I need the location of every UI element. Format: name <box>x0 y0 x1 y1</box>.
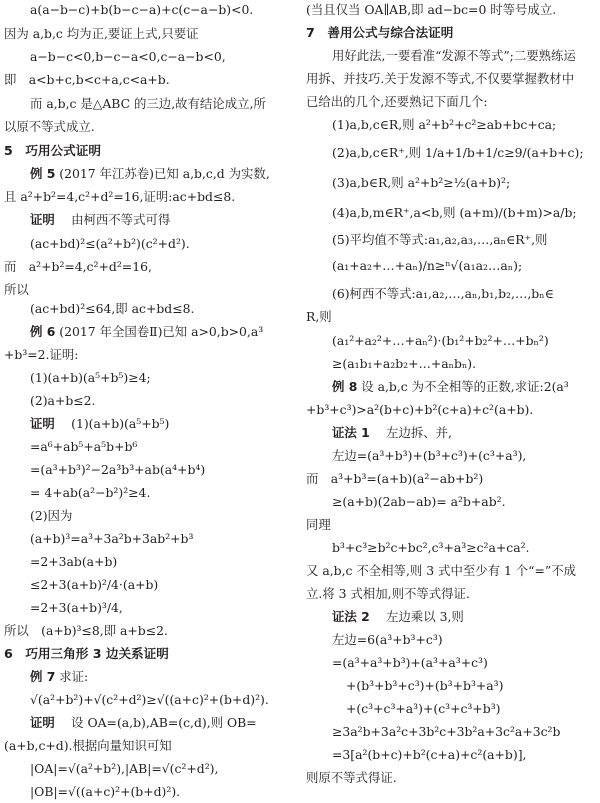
formula-item: (5)平均值不等式:a₁,a₂,a₃,…,aₙ∈R⁺,则 <box>332 232 548 247</box>
proof <box>30 715 257 731</box>
text-line: 又 a,b,c 不全相等,则 3 式中至少有 1 个“=”不成 <box>306 563 576 578</box>
math-line: (1)(a+b)(a⁵+b⁵)≥4; <box>30 370 151 385</box>
math-line: 左边=(a³+b³)+(b³+c³)+(c³+a³), <box>332 448 527 463</box>
proof <box>30 212 170 228</box>
text-line: 以原不等式成立. <box>4 119 95 134</box>
math-line: (2)a+b≤2. <box>30 393 96 408</box>
math-line: =(a³+a³+b³)+(a³+a³+c³) <box>332 655 488 670</box>
method-label: 证法 1 <box>332 425 370 440</box>
text-line: 同理 <box>306 517 331 532</box>
example-5 <box>30 166 270 182</box>
proof-text: 由柯西不等式可得 <box>71 212 171 227</box>
formula-item: (a₁²+a₂²+…+aₙ²)·(b₁²+b₂²+…+bₙ²) <box>332 333 549 348</box>
math-line: 左边=6(a³+b³+c³) <box>332 632 443 647</box>
formula-item: (6)柯西不等式:a₁,a₂,…,aₙ,b₁,b₂,…,bₙ∈ <box>332 286 554 301</box>
formula-item: (4)a,b,m∈R⁺,a<b,则 (a+m)/(b+m)>a/b; <box>332 205 577 220</box>
method-label: 证法 2 <box>332 609 370 624</box>
section-heading-5: 5 巧用公式证明 <box>4 143 101 158</box>
text-line: 则原不等式得证. <box>306 770 397 785</box>
example-8 <box>332 379 569 395</box>
example-label: 例 5 <box>30 166 56 181</box>
example-label: 例 7 <box>30 669 56 684</box>
proof-label: 证明 <box>30 416 55 431</box>
math-line: 而 a²+b²=4,c²+d²=16, <box>4 259 152 274</box>
text-line: 已给出的几个,还要熟记下面几个: <box>306 94 488 109</box>
example-text: 设 a,b,c 为不全相等的正数,求证:2(a³ <box>361 379 569 394</box>
math-line: (ac+bd)²≤64,即 ac+bd≤8. <box>30 301 195 316</box>
math-line: √(a²+b²)+√(c²+d²)≥√((a+c)²+(b+d)²). <box>30 692 269 707</box>
example-text: +b³+c³)>a²(b+c)+b²(c+a)+c²(a+b). <box>306 402 534 417</box>
section-heading-7: 7 善用公式与综合法证明 <box>306 25 454 40</box>
math-line: (a+b)³=a³+3a²b+3ab²+b³ <box>30 531 194 546</box>
math-line: 所以 (a+b)³≤8,即 a+b≤2. <box>4 623 168 638</box>
formula-item: (a₁+a₂+…+aₙ)/n≥ⁿ√(a₁a₂…aₙ); <box>332 258 523 273</box>
formula-item: ≥(a₁b₁+a₂b₂+…+aₙbₙ). <box>332 356 477 371</box>
math-line: (ac+bd)²≤(a²+b²)(c²+d²). <box>30 236 190 251</box>
formula-item: R,则 <box>306 309 332 324</box>
text-line: (当且仅当 OA∥AB,即 ad−bc=0 时等号成立. <box>306 2 557 17</box>
math-line: +(b³+b³+c³)+(b³+b³+a³) <box>346 678 504 693</box>
example-label: 例 8 <box>332 379 358 394</box>
math-line: =2+3ab(a+b) <box>30 554 118 569</box>
method-text: 左边乘以 3,则 <box>386 609 464 624</box>
math-line: ≥(a+b)(2ab−ab)= a²b+ab². <box>332 494 506 509</box>
math-line: ≥3a²b+3a²c+3b²c+3b²a+3c²a+3c²b <box>332 724 561 739</box>
proof-label: 证明 <box>30 715 55 730</box>
math-line: =(a³+b³)²−2a³b³+ab(a⁴+b⁴) <box>30 462 206 477</box>
math-line: b³+c³≥b²c+bc²,c³+a³≥c²a+ca². <box>332 540 530 555</box>
math-line: = 4+ab(a²−b²)²≥4. <box>30 485 151 500</box>
example-text: +b³=2.证明: <box>4 347 79 362</box>
math-line: ≤2+3(a+b)²/4·(a+b) <box>30 577 159 592</box>
method-1 <box>332 425 452 441</box>
math-line: |OA|=√(a²+b²),|AB|=√(c²+d²), <box>30 761 219 776</box>
text-line: (a+b,c+d).根据向量知识可知 <box>4 738 172 753</box>
proof-text: 设 OA=(a,b),AB=(c,d),则 OB= <box>71 715 257 730</box>
math-line: +(c³+c³+a³)+(c³+c³+b³) <box>346 701 501 716</box>
formula-item: (2)a,b,c∈R⁺,则 1/a+1/b+1/c≥9/(a+b+c); <box>332 145 584 160</box>
proof-label: 证明 <box>30 212 55 227</box>
text-line: 而 a,b,c 是△ABC 的三边,故有结论成立,所 <box>30 96 266 111</box>
example-label: 例 6 <box>30 324 56 339</box>
text-line: (2)因为 <box>30 508 73 523</box>
formula-item: (1)a,b,c∈R,则 a²+b²+c²≥ab+bc+ca; <box>332 117 557 132</box>
text-line: 用好此法,一要看准“发源不等式”;二要熟练运 <box>332 48 576 63</box>
text-line: 立.将 3 式相加,则不等式得证. <box>306 586 470 601</box>
proof-text: (1)(a+b)(a⁵+b⁵) <box>71 416 170 431</box>
math-line: =a⁶+ab⁵+a⁵b+b⁶ <box>30 439 138 454</box>
math-line: =2+3(a+b)³/4, <box>30 600 123 615</box>
text-line: 所以 <box>4 282 29 297</box>
example-text: (2017 年江苏卷)已知 a,b,c,d 为实数, <box>59 166 270 181</box>
example-text: 且 a²+b²=4,c²+d²=16,证明:ac+bd≤8. <box>4 189 236 204</box>
section-heading-6: 6 巧用三角形 3 边关系证明 <box>4 646 169 661</box>
method-text: 左边拆、并, <box>386 425 452 440</box>
example-text: 求证: <box>59 669 89 684</box>
example-6 <box>30 324 263 340</box>
math-line: 而 a³+b³=(a+b)(a²−ab+b²) <box>306 471 484 486</box>
math-line: |OB|=√((a+c)²+(b+d)²). <box>30 784 181 799</box>
math-line: 即 a<b+c,b<c+a,c<a+b. <box>4 72 170 87</box>
proof <box>30 416 169 432</box>
math-line: a−b−c<0,b−c−a<0,c−a−b<0, <box>30 49 226 64</box>
formula-item: (3)a,b∈R,则 a²+b²≥½(a+b)²; <box>332 175 511 190</box>
example-text: (2017 年全国卷Ⅱ)已知 a>0,b>0,a³ <box>59 324 264 339</box>
method-2 <box>332 609 464 625</box>
text-line: 用拆、并技巧.关于发源不等式,不仅要掌握教材中 <box>306 71 575 86</box>
math-line: a(a−b−c)+b(b−c−a)+c(c−a−b)<0. <box>30 2 254 17</box>
math-line: =3[a²(b+c)+b²(c+a)+c²(a+b)], <box>332 747 527 762</box>
text-line: 因为 a,b,c 均为正,要证上式,只要证 <box>4 26 199 41</box>
example-7 <box>30 669 88 685</box>
